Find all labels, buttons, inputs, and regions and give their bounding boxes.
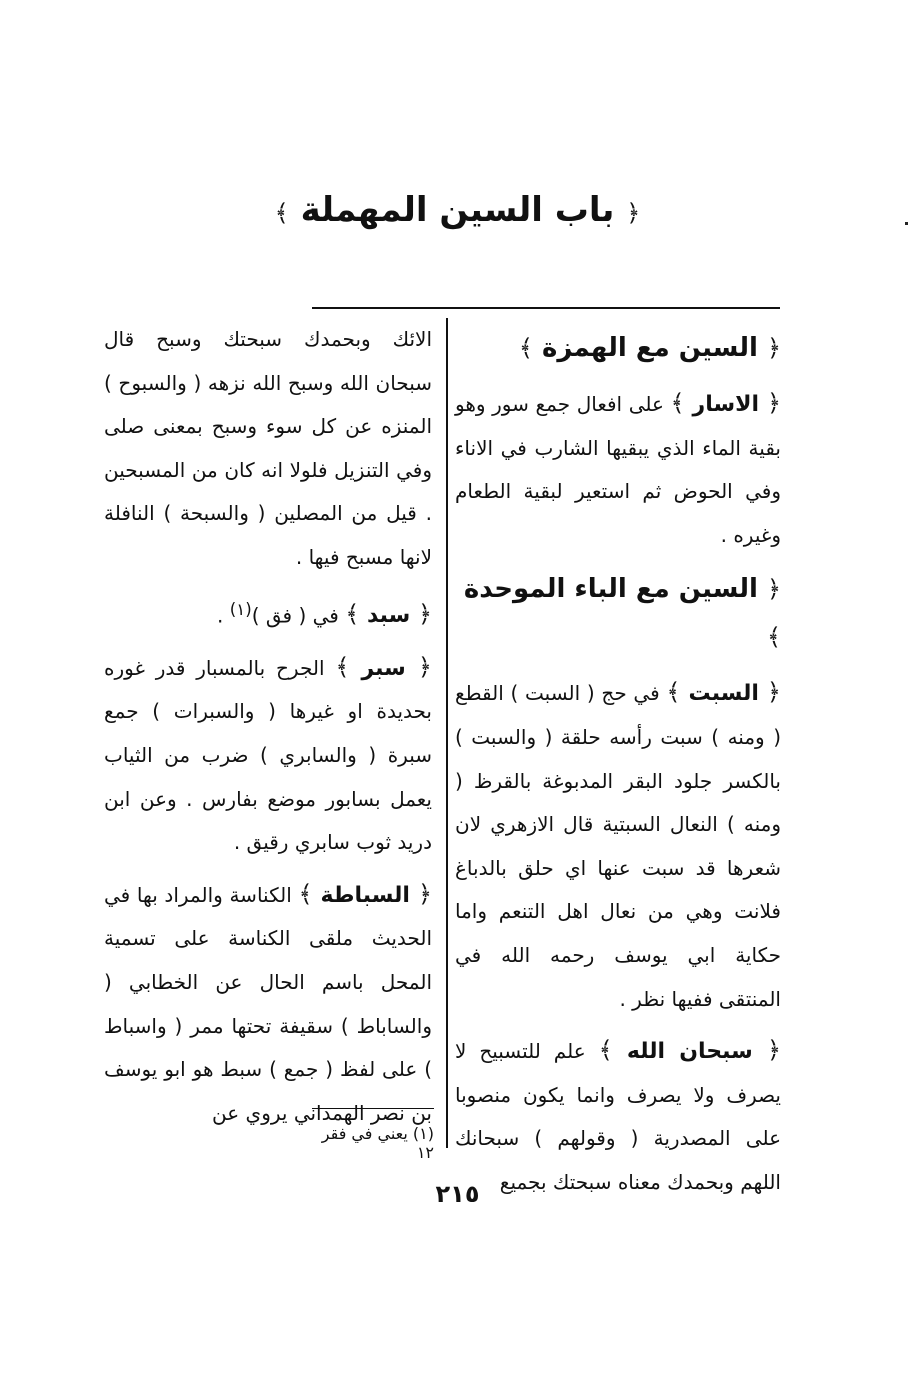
section-heading: ﴿ السين مع الهمزة ﴾ — [518, 333, 781, 363]
footnote-rule — [312, 1108, 434, 1109]
footnote: (١) يعني في فقر ١٢ — [321, 1124, 434, 1162]
ornament-open: ﴿ — [626, 199, 641, 227]
entry-text: في ( فق ) — [251, 603, 339, 628]
entry-text: علم للتسبيح لا يصرف ولا يصرف وانما يكون منصوبا على المصدرية ( وقولهم ) سبحانك اللهم وبحمدك معناه سبحتك بجميع — [455, 1039, 781, 1194]
headword: ﴿ سبد ﴾ — [345, 600, 432, 629]
headword: ﴿ سبحان الله ﴾ — [598, 1036, 782, 1065]
entry-text: على افعال جمع سور وهو بقية الماء الذي يبقيها الشارب في الاناء وفي الحوض ثم استعير لبقية الطعام وغيره . — [455, 392, 781, 547]
entry — [104, 646, 432, 865]
left-column — [104, 318, 432, 1143]
headword: ﴿ السبت ﴾ — [666, 678, 781, 707]
entry-text: الجرح بالمسبار قدر غوره بحديدة او غيرها ( والسبرات ) جمع سبرة ( والسابري ) ضرب من الثياب يعمل بسابور موضع بفارس . وعن ابن دريد ثوب سابري رقيق . — [104, 655, 432, 855]
entry — [455, 671, 781, 1021]
right-column — [455, 318, 781, 1213]
footnote-ref: (١) — [229, 599, 252, 619]
page-title — [0, 190, 915, 230]
ornament-close: ﴾ — [274, 199, 289, 227]
entry — [104, 873, 432, 1136]
headword: ﴿ السباطة ﴾ — [298, 879, 432, 908]
top-rule — [312, 307, 780, 309]
headword: ﴿ الاسار ﴾ — [670, 389, 781, 417]
entry-text: في حج ( السبت ) القطع ( ومنه ) سبت رأسه حلقة ( والسبت ) بالكسر جلود البقر المدبوغة بالقرظ ( ومنه ) النعال السبتية قال الازهري لان شعرها قد سبت عنها اي حلق بالدباغ فلانت وهي من نعال اهل التنعم واما حكاية ابي يوسف رحمه الله في المنتقى ففيها نظر . — [455, 681, 781, 1011]
headword: ﴿ سبر ﴾ — [335, 652, 432, 681]
entry-text: الكناسة والمراد بها في الحديث ملقى الكناسة على تسمية المحل باسم الحال عن الخطابي ( والساباط ) سقيفة تحتها ممر ( واسباط ) على لفظ ( جمع ) سبط هو ابو يوسف بن نصر الهمداني يروي عن — [104, 882, 432, 1125]
page-number: ٢١٥ — [435, 1180, 480, 1208]
entry: ﴿ سبد ﴾ في ( فق )$^{(١)}$ . — [217, 599, 432, 629]
page-title-text: باب السين المهملة — [300, 190, 615, 230]
entry — [455, 1029, 781, 1204]
section-heading: ﴿ السين مع الباء الموحدة ﴾ — [463, 574, 781, 652]
entry — [455, 382, 781, 557]
column-divider — [446, 318, 448, 1148]
continuation-text: الائك وبحمدك سبحتك وسبح قال سبحان الله وسبح الله نزهه ( والسبوح ) المنزه عن كل سوء وسبح بمعنى صلى وفي التنزيل فلولا انه كان من المسبحين . قيل من المصلين ( والسبحة ) النافلة لانها مسبح فيها . — [104, 327, 432, 569]
